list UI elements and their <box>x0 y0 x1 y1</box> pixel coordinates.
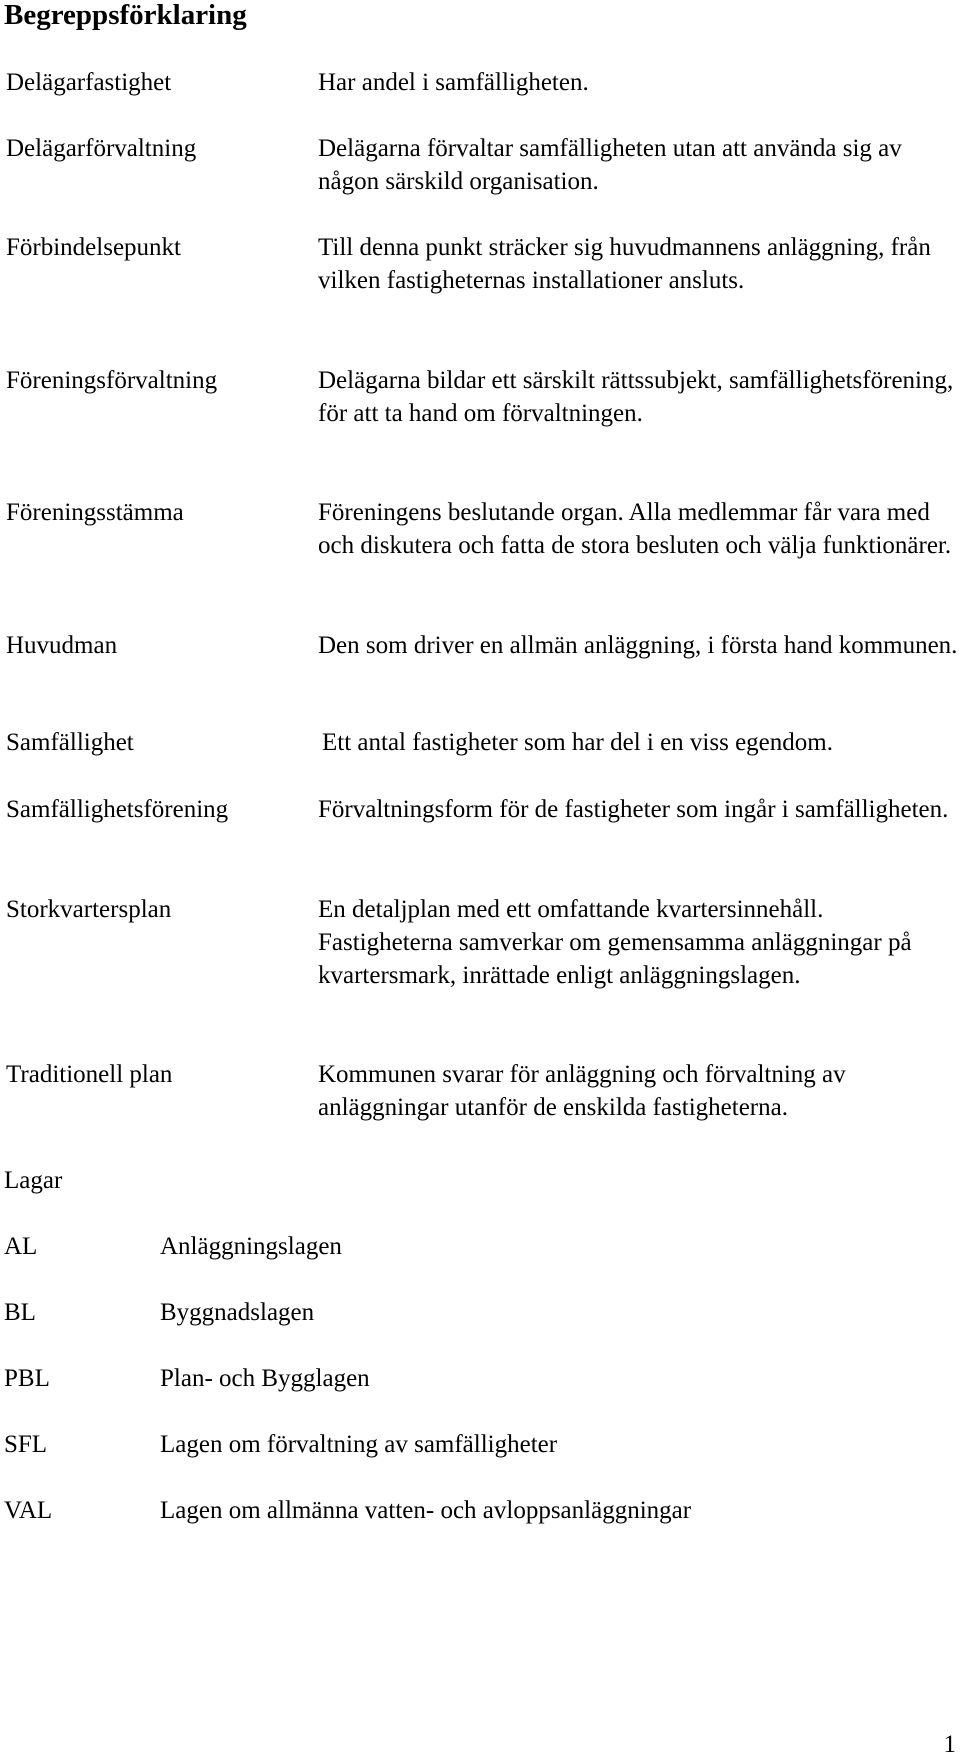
term: Traditionell plan <box>6 1061 173 1088</box>
term: Samfällighetsförening <box>6 796 229 823</box>
law-name: Anläggningslagen <box>160 1233 342 1260</box>
term: Delägarfastighet <box>6 69 172 96</box>
term: Föreningsförvaltning <box>6 367 218 394</box>
law-abbreviation: AL <box>4 1233 38 1260</box>
definition: Delägarna bildar ett särskilt rättssubjekt, samfällighetsförening, för att ta hand om förvaltningen. <box>318 367 954 427</box>
definition: En detaljplan med ett omfattande kvartersinnehåll. Fastigheterna samverkar om gemensamma anläggningar på kvartersmark, inrättade enligt anläggningslagen. <box>318 896 912 989</box>
term: Samfällighet <box>6 729 134 756</box>
definition: Kommunen svarar för anläggning och förvaltning av anläggningar utanför de enskilda fastigheterna. <box>318 1061 846 1121</box>
law-abbreviation: PBL <box>4 1365 50 1392</box>
definition: Delägarna förvaltar samfälligheten utan att använda sig av någon särskild organisation. <box>318 135 902 195</box>
term: Delägarförvaltning <box>6 135 197 162</box>
law-abbreviation: SFL <box>4 1431 48 1458</box>
definition: Den som driver en allmän anläggning, i första hand kommunen. <box>318 632 958 659</box>
laws-heading: Lagar <box>4 1167 63 1194</box>
law-abbreviation: VAL <box>4 1497 53 1524</box>
law-name: Byggnadslagen <box>160 1299 315 1326</box>
law-abbreviation: BL <box>4 1299 36 1326</box>
page-title: Begreppsförklaring <box>4 0 247 31</box>
definition: Till denna punkt sträcker sig huvudmannens anläggning, från vilken fastigheternas installationer ansluts. <box>318 234 931 294</box>
term: Huvudman <box>6 632 118 659</box>
law-name: Lagen om allmänna vatten- och avloppsanläggningar <box>160 1497 692 1524</box>
law-name: Lagen om förvaltning av samfälligheter <box>160 1431 558 1458</box>
page-number: 1 <box>943 1731 956 1758</box>
law-name: Plan- och Bygglagen <box>160 1365 370 1392</box>
term: Föreningsstämma <box>6 499 184 526</box>
definition: Föreningens beslutande organ. Alla medlemmar får vara med och diskutera och fatta de stora besluten och välja funktionärer. <box>318 499 952 559</box>
definition: Förvaltningsform för de fastigheter som ingår i samfälligheten. <box>318 796 949 823</box>
term: Förbindelsepunkt <box>6 234 181 261</box>
definition: Har andel i samfälligheten. <box>318 69 589 96</box>
term: Storkvartersplan <box>6 896 172 923</box>
definition: Ett antal fastigheter som har del i en viss egendom. <box>322 729 833 756</box>
